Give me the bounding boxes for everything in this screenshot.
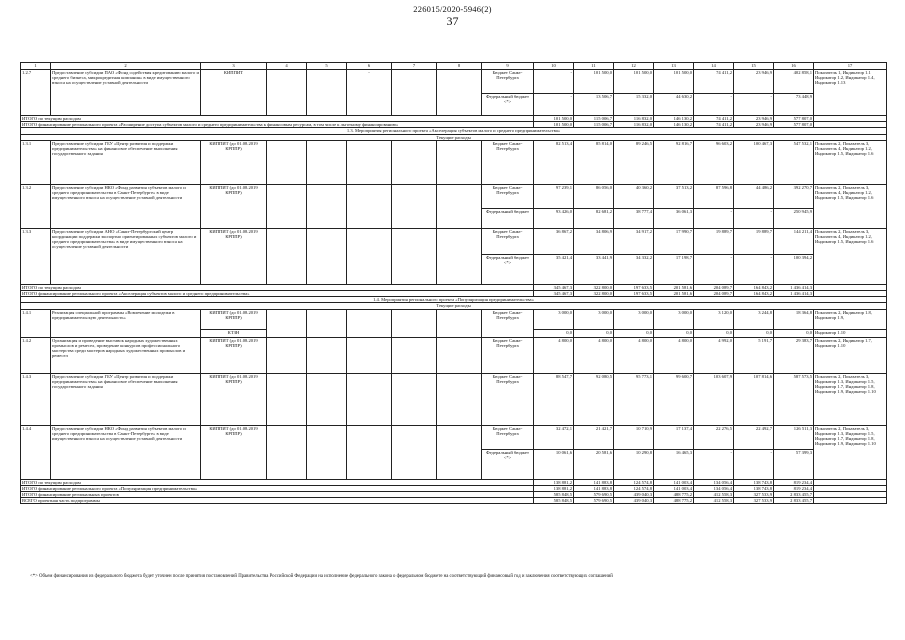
col-num: 1 xyxy=(21,63,51,70)
cell-value: 37 513,2 xyxy=(654,184,694,208)
cell-value: 33 441,9 xyxy=(574,254,614,284)
cell-value: 146 130,2 xyxy=(654,116,694,122)
funding-source: Бюджет Санкт-Петербурга xyxy=(482,309,534,337)
cell-value: 21 421,7 xyxy=(574,425,614,449)
cell-value: 19 889,7 xyxy=(694,228,734,254)
cell-value: 107 814,6 xyxy=(734,373,774,425)
cell-value: 439 040,3 xyxy=(614,492,654,498)
cell-value: 585 848,5 xyxy=(534,492,574,498)
funding-source: Бюджет Санкт-Петербурга xyxy=(482,425,534,449)
cell-value: 439 040,3 xyxy=(614,498,654,504)
cell-value: - xyxy=(694,208,734,228)
cell-value: - xyxy=(347,70,392,116)
cell-value: 17 137,4 xyxy=(654,425,694,449)
funding-source: Федеральный бюджет xyxy=(482,208,534,228)
executor-code: КИППИТ (до 01.08.2019 КРППР) xyxy=(201,228,267,284)
cell-value: 23 946,9 xyxy=(734,116,774,122)
executor-code: КИППИТ (до 01.08.2019 КРППР) xyxy=(201,373,267,425)
cell-value: 10 290,8 xyxy=(614,449,654,479)
cell-value: 146 130,2 xyxy=(654,122,694,128)
measure-name: Предоставление субсидии ГБУ «Центр развития и поддержки предпринимательства» на финансовое обеспечение выполнения государственного задания xyxy=(51,373,201,425)
cell-value: 82 681,2 xyxy=(574,208,614,228)
cell-value: 92 816,7 xyxy=(654,140,694,184)
cell-value: 124 574,8 xyxy=(614,479,654,485)
cell-value: 22 276,5 xyxy=(694,425,734,449)
cell-value: 115 006,7 xyxy=(574,116,614,122)
cell-value: 15 332,0 xyxy=(614,94,654,116)
cell-value: 3 000,0 xyxy=(534,309,574,329)
executor-code: КИППИТ (до 01.08.2019 КРППР) xyxy=(201,309,267,329)
cell-value: 819 234,4 xyxy=(774,479,814,485)
cell-value: 250 945,9 xyxy=(774,208,814,228)
cell-value: 0,0 xyxy=(734,329,774,337)
cell-value: 5 191,7 xyxy=(734,337,774,373)
cell-value: 577 807,0 xyxy=(774,122,814,128)
executor-code: КИППИТ xyxy=(201,70,267,116)
cell-value: 3 000,0 xyxy=(614,309,654,329)
cell-value: 73 448,9 xyxy=(774,94,814,116)
total-label: ИТОГО по текущим расходам xyxy=(21,116,534,122)
cell-value: 23 946,9 xyxy=(734,122,774,128)
cell-value: 547 532,1 xyxy=(774,140,814,184)
cell-value: 141 003,4 xyxy=(654,485,694,491)
cell-value: 4 800,0 xyxy=(614,337,654,373)
cell-value: 144 211,4 xyxy=(774,228,814,254)
cell-value: 99 600,7 xyxy=(654,373,694,425)
cell-value: 101 500,0 xyxy=(654,70,694,94)
funding-source: Бюджет Санкт-Петербурга xyxy=(482,228,534,254)
funding-source: Бюджет Санкт-Петербурга xyxy=(482,184,534,208)
executor-code: КИППИТ (до 01.08.2019 КРППР) xyxy=(201,184,267,228)
measure-name: Организация и проведение выставок народных художественных промыслов и ремесел, проведение конкурсов профессионального мастерства среди мастеров народных художественных промыслов и ремесел xyxy=(51,337,201,373)
total-row xyxy=(21,498,887,504)
cell-value: 201 581,6 xyxy=(654,284,694,290)
cell-value: 92 080,5 xyxy=(574,373,614,425)
indicators: Показатель 2, Индикатор 1.8, Индикатор 1.9, xyxy=(814,309,887,329)
cell-value: 488 775,2 xyxy=(654,492,694,498)
cell-value: 2 833 455,7 xyxy=(774,498,814,504)
funding-source: Бюджет Санкт-Петербурга xyxy=(482,373,534,425)
footnote: <*> Объем финансирования из федерального бюджета будет уточнен после принятия постановлений Правительства Российской Федерации на исполнение федерального закона о федеральном бюджете на соответствующий финансовый год и заключения соответствующих соглашений xyxy=(30,574,613,579)
cell-value: 10 061,6 xyxy=(534,449,574,479)
cell-value: 138 743,8 xyxy=(734,485,774,491)
cell-value: - xyxy=(734,254,774,284)
page-header xyxy=(0,4,905,29)
indicators: Показатель 2, Индикатор 1.7, Индикатор 1.10 xyxy=(814,337,887,373)
cell-value: 819 234,4 xyxy=(774,485,814,491)
cell-value: 4 992,0 xyxy=(694,337,734,373)
indicators: Показатель 2, Показатель 3, Показатель 4, Индикатор 1.2, Индикатор 1.5, Индикатор 1.6 xyxy=(814,140,887,184)
col-num: 14 xyxy=(694,63,734,70)
funding-source: Бюджет Санкт-Петербурга xyxy=(482,70,534,94)
cell-value: 82 513,4 xyxy=(534,140,574,184)
cell-value: 19 889,7 xyxy=(734,228,774,254)
cell-value: 34 917,2 xyxy=(614,228,654,254)
cell-value: 34 332,2 xyxy=(614,254,654,284)
funding-source: Федеральный бюджет <*> xyxy=(482,449,534,479)
indicators: Показатель 2, Показатель 3, Показатель 4, Индикатор 1.2, Индикатор 1.5, Индикатор 1.6 xyxy=(814,184,887,228)
cell-value: 201 581,6 xyxy=(654,291,694,297)
cell-value: 74 411,2 xyxy=(694,116,734,122)
row-number: 1.3.2 xyxy=(21,184,51,228)
cell-value: 0,0 xyxy=(694,329,734,337)
document-number: 226015/2020-5946(2) xyxy=(413,4,492,14)
cell-value: 579 690,5 xyxy=(574,498,614,504)
measure-name: Предоставление субсидии НКО «Фонд развития субъектов малого и среднего предпринимательства в Санкт-Петербурге» в виде имущественного взноса на осуществление уставной деятельности xyxy=(51,425,201,479)
cell-value: 402 858,1 xyxy=(774,70,814,94)
cell-value: 40 360,2 xyxy=(614,184,654,208)
indicators: Показатель 2, Показатель 3, Показатель 4, Индикатор 1.2, Индикатор 1.5, Индикатор 1.6 xyxy=(814,228,887,284)
total-label: ИТОГО по текущим расходам xyxy=(21,479,534,485)
cell-value: 101 500,0 xyxy=(534,122,574,128)
cell-value: - xyxy=(534,94,574,116)
cell-value: - xyxy=(534,70,574,94)
executor-code: КИППИТ (до 01.08.2019 КРППР) xyxy=(201,425,267,479)
subsection-title: Текущие расходы xyxy=(21,303,887,309)
cell-value: 134 056,4 xyxy=(694,479,734,485)
total-label: ИТОГО по текущим расходам xyxy=(21,284,534,290)
cell-value: - xyxy=(694,254,734,284)
cell-value: 74 411,2 xyxy=(694,122,734,128)
cell-value: 18 364,8 xyxy=(774,309,814,329)
col-num: 15 xyxy=(734,63,774,70)
section-title: 1.4. Мероприятия регионального проекта «Популяризация предпринимательства» xyxy=(21,297,887,303)
row-number: 1.4.4 xyxy=(21,425,51,479)
cell-value: 4 800,0 xyxy=(654,337,694,373)
cell-value: 103 607,9 xyxy=(694,373,734,425)
executor-code: КТЗН xyxy=(201,329,267,337)
table-row xyxy=(21,425,887,449)
measure-name: Предоставление субсидии ПАО «Фонд содействия кредитованию малого и среднего бизнеса, микрокредитная компания» в виде имущественного взноса на осуществление уставной деятельности xyxy=(51,70,201,116)
col-num: 17 xyxy=(814,63,887,70)
cell-value: 141 883,8 xyxy=(574,479,614,485)
funding-source: Бюджет Санкт-Петербурга xyxy=(482,337,534,373)
col-num: 9 xyxy=(482,63,534,70)
cell-value: 96 603,2 xyxy=(694,140,734,184)
cell-value: 100 394,2 xyxy=(774,254,814,284)
cell-value: 85 814,0 xyxy=(574,140,614,184)
row-number: 1.3.3 xyxy=(21,228,51,284)
funding-source: Федеральный бюджет <*> xyxy=(482,254,534,284)
cell-value: 17 990,7 xyxy=(654,228,694,254)
cell-value: 0,0 xyxy=(534,329,574,337)
measure-name: Реализация специальной программы «Вовлечение молодежи в предпринимательскую деятельность» xyxy=(51,309,201,337)
cell-value: 89 246,5 xyxy=(614,140,654,184)
measure-name: Предоставление субсидии НКО «Фонд развития субъектов малого и среднего предпринимательства в Санкт-Петербурге» в виде имущественного взноса на осуществление уставной деятельности xyxy=(51,184,201,228)
cell-value: 0,0 xyxy=(774,329,814,337)
funding-source: Бюджет Санкт-Петербурга xyxy=(482,140,534,184)
cell-value: 57 399,3 xyxy=(774,449,814,479)
row-number: 1.4.2 xyxy=(21,337,51,373)
cell-value: 322 800,0 xyxy=(574,284,614,290)
col-num: 7 xyxy=(392,63,437,70)
cell-value: 101 500,0 xyxy=(574,70,614,94)
executor-code: КИППИТ (до 01.08.2019 КРППР) xyxy=(201,140,267,184)
table-row xyxy=(21,309,887,329)
cell-value: 579 690,5 xyxy=(574,492,614,498)
cell-value: 17 198,7 xyxy=(654,254,694,284)
cell-value: 115 006,7 xyxy=(574,122,614,128)
table-row xyxy=(21,373,887,425)
cell-value: 138 743,8 xyxy=(734,479,774,485)
cell-value: 327 533,9 xyxy=(734,498,774,504)
cell-value: 164 843,2 xyxy=(734,291,774,297)
table-row xyxy=(21,140,887,184)
cell-value: 412 558,3 xyxy=(694,492,734,498)
cell-value: 100 467,3 xyxy=(734,140,774,184)
cell-value: 87 596,8 xyxy=(694,184,734,208)
cell-value: 204 089,7 xyxy=(694,291,734,297)
cell-value: 36 061,3 xyxy=(654,208,694,228)
cell-value: 4 800,0 xyxy=(574,337,614,373)
cell-value: 587 573,5 xyxy=(774,373,814,425)
cell-value: - xyxy=(734,449,774,479)
cell-value: 345 467,3 xyxy=(534,284,574,290)
cell-value: 88 547,7 xyxy=(534,373,574,425)
cell-value: 124 574,8 xyxy=(614,485,654,491)
total-label: ИТОГО финансирование регионального проекта «Популяризация предпринимательства» xyxy=(21,485,534,491)
table-row xyxy=(21,70,887,94)
cell-value: 34 806,9 xyxy=(574,228,614,254)
cell-value: 322 800,0 xyxy=(574,291,614,297)
cell-value: 86 056,0 xyxy=(574,184,614,208)
cell-value: 16 465,3 xyxy=(654,449,694,479)
total-label: ИТОГО финансирование регионального проекта «Акселерация субъектов малого и среднего предпринимательства» xyxy=(21,291,534,297)
col-num: 10 xyxy=(534,63,574,70)
cell-value: 32 472,1 xyxy=(534,425,574,449)
cell-value: 23 946,9 xyxy=(734,70,774,94)
column-number-row xyxy=(21,63,887,70)
cell-value: - xyxy=(694,94,734,116)
row-number: 1.3.1 xyxy=(21,140,51,184)
cell-value: 327 533,9 xyxy=(734,492,774,498)
cell-value: 3 000,0 xyxy=(654,309,694,329)
cell-value: 138 881,2 xyxy=(534,485,574,491)
indicators: Показатель 2, Показатель 3, Индикатор 1.3, Индикатор 1.5, Индикатор 1.7, Индикатор 1.8, Индикатор 1.9, Индикатор 1.10 xyxy=(814,425,887,479)
cell-value: 126 511,3 xyxy=(774,425,814,449)
cell-value: 1 436 414,3 xyxy=(774,291,814,297)
cell-value: 101 500,0 xyxy=(614,70,654,94)
indicators: Индикатор 1.10 xyxy=(814,329,887,337)
cell-value: 74 411,2 xyxy=(694,70,734,94)
total-label: ИТОГО финансирование регионального проекта «Расширение доступа субъектов малого и среднего предпринимательства к финансовым ресурсам, в том числе к льготному финансированию» xyxy=(21,122,534,128)
cell-value: 164 843,2 xyxy=(734,284,774,290)
cell-value: 29 383,7 xyxy=(774,337,814,373)
col-num: 13 xyxy=(654,63,694,70)
cell-value: 141 883,8 xyxy=(574,485,614,491)
executor-code: КИППИТ (до 01.08.2019 КРППР) xyxy=(201,337,267,373)
cell-value: 44 630,2 xyxy=(654,94,694,116)
table-row xyxy=(21,228,887,254)
cell-value: 1 436 414,3 xyxy=(774,284,814,290)
cell-value: 0,0 xyxy=(614,329,654,337)
cell-value: 35 421,4 xyxy=(534,254,574,284)
page-number: 37 xyxy=(446,14,459,28)
cell-value: 345 467,3 xyxy=(534,291,574,297)
row-number: 1.2.7 xyxy=(21,70,51,116)
cell-value: 412 558,3 xyxy=(694,498,734,504)
cell-value: 197 633,5 xyxy=(614,291,654,297)
cell-value: 488 775,2 xyxy=(654,498,694,504)
cell-value: 101 500,0 xyxy=(534,116,574,122)
col-num: 2 xyxy=(51,63,201,70)
cell-value: 116 832,0 xyxy=(614,116,654,122)
cell-value: 116 832,0 xyxy=(614,122,654,128)
funding-source: Федеральный бюджет <*> xyxy=(482,94,534,116)
cell-value: 13 506,7 xyxy=(574,94,614,116)
cell-value: 392 270,7 xyxy=(774,184,814,208)
cell-value: 97 239,1 xyxy=(534,184,574,208)
col-num: 11 xyxy=(574,63,614,70)
col-num: 5 xyxy=(307,63,347,70)
cell-value: 204 089,7 xyxy=(694,284,734,290)
cell-value: 3 120,0 xyxy=(694,309,734,329)
indicators: Показатель 2, Показатель 3, Индикатор 1.3, Индикатор 1.5, Индикатор 1.7, Индикатор 1.8, Индикатор 1.9, Индикатор 1.10 xyxy=(814,373,887,425)
cell-value: 138 881,2 xyxy=(534,479,574,485)
measure-name: Предоставление субсидии АНО «Санкт-Петербургский центр координации поддержки экспортно ориентированных субъектов малого и среднего предпринимательства» в виде имущественного взноса на осуществление уставной деятельности xyxy=(51,228,201,284)
col-num: 16 xyxy=(774,63,814,70)
cell-value: 3 000,0 xyxy=(574,309,614,329)
col-num: 12 xyxy=(614,63,654,70)
total-label: ИТОГО финансирование региональных проектов xyxy=(21,492,534,498)
cell-value: 141 003,4 xyxy=(654,479,694,485)
col-num: 4 xyxy=(267,63,307,70)
cell-value: 36 867,2 xyxy=(534,228,574,254)
cell-value: 197 633,5 xyxy=(614,284,654,290)
row-number: 1.4.1 xyxy=(21,309,51,337)
table-row xyxy=(21,184,887,208)
cell-value: 20 581,6 xyxy=(574,449,614,479)
cell-value: - xyxy=(734,208,774,228)
cell-value: 585 848,5 xyxy=(534,498,574,504)
row-number: 1.4.3 xyxy=(21,373,51,425)
subsection-title: Текущие расходы xyxy=(21,134,887,140)
cell-value: 0,0 xyxy=(574,329,614,337)
cell-value: 0,0 xyxy=(654,329,694,337)
measure-name: Предоставление субсидии ГБУ «Центр развития и поддержки предпринимательства» на финансовое обеспечение выполнения государственного задания xyxy=(51,140,201,184)
cell-value: 4 800,0 xyxy=(534,337,574,373)
cell-value: 38 777,4 xyxy=(614,208,654,228)
cell-value: - xyxy=(734,94,774,116)
cell-value: 93 426,0 xyxy=(534,208,574,228)
cell-value: 134 056,4 xyxy=(694,485,734,491)
col-num: 3 xyxy=(201,63,267,70)
cell-value: 10 710,9 xyxy=(614,425,654,449)
cell-value: 3 244,8 xyxy=(734,309,774,329)
cell-value: 22 492,7 xyxy=(734,425,774,449)
section-title: 1.3. Мероприятия регионального проекта «Акселерация субъектов малого и среднего предпринимательства» xyxy=(21,128,887,134)
cell-value: 95 773,1 xyxy=(614,373,654,425)
cell-value: 2 833 455,7 xyxy=(774,492,814,498)
cell-value: - xyxy=(694,449,734,479)
indicators: Показатель 1, Индикатор 1.1 Индикатор 1.2, Индикатор 1.4, Индикатор 1.13 xyxy=(814,70,887,116)
cell-value: 577 807,0 xyxy=(774,116,814,122)
cell-value: 44 486,2 xyxy=(734,184,774,208)
financing-table xyxy=(20,62,887,504)
col-num: 8 xyxy=(437,63,482,70)
col-num: 6 xyxy=(347,63,392,70)
table-row xyxy=(21,337,887,373)
total-label: ВСЕГО проектная часть подпрограммы xyxy=(21,498,534,504)
